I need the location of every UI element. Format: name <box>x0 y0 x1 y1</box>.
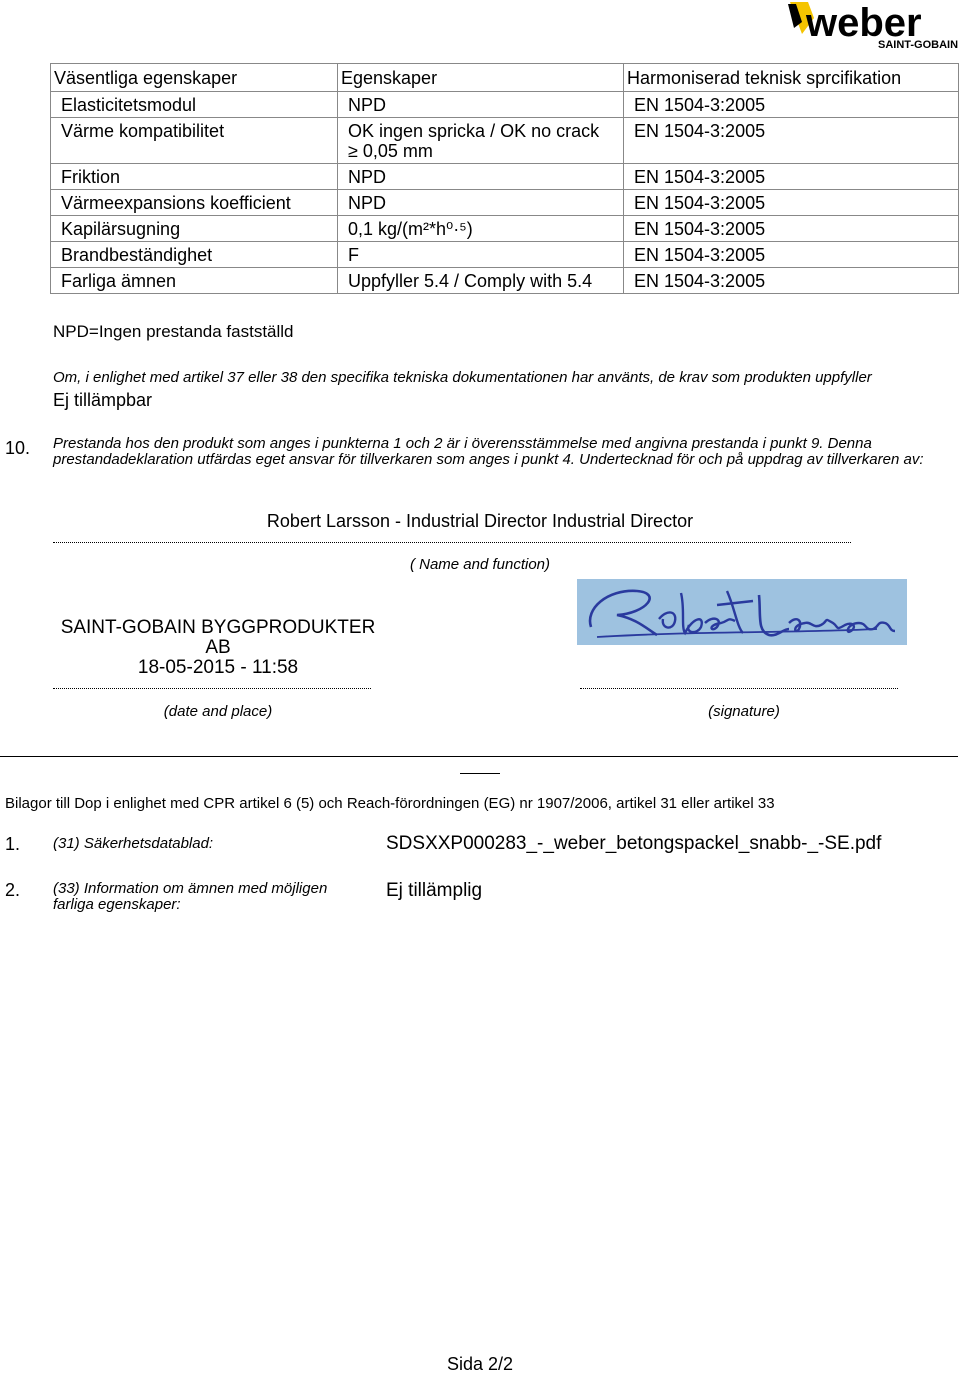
cell-characteristic: Brandbeständighet <box>51 242 338 268</box>
logo-sub-text: SAINT-GOBAIN <box>878 39 958 51</box>
table-row <box>51 118 959 164</box>
properties-table <box>50 63 959 294</box>
cell-spec: EN 1504-3:2005 <box>624 92 959 118</box>
company-name <box>53 618 383 678</box>
cell-performance: NPD <box>338 164 624 190</box>
section-10-text: Prestanda hos den produkt som anges i punkterna 1 och 2 är i överensstämmelse med angivna prestanda i punkt 9. Denna prestandadeklaration utfärdas eget ansvar för tillverkaren som anges i punkt 4. Undertecknad för och på uppdrag av tillverkaren av: <box>53 435 924 468</box>
attachment-1-label: (31) Säkerhetsdatablad: <box>53 835 214 852</box>
table-row <box>51 190 959 216</box>
cell-spec: EN 1504-3:2005 <box>624 242 959 268</box>
attachment-2-value: Ej tillämplig <box>386 880 483 901</box>
header-performance: Egenskaper <box>338 64 624 92</box>
cell-characteristic: Farliga ämnen <box>51 268 338 294</box>
signature-label: (signature) <box>708 703 780 720</box>
header-harmonised-spec: Harmoniserad teknisk sprcifikation <box>624 64 959 92</box>
logo-brand-text: weber <box>806 1 922 45</box>
cell-performance: 0,1 kg/(m²*h⁰·⁵) <box>338 216 624 242</box>
signer-name: Robert Larsson - Industrial Director Industrial Director <box>266 511 694 531</box>
divider-line <box>0 756 958 757</box>
om-value: Ej tillämpbar <box>53 390 153 410</box>
header-essential-characteristics: Väsentliga egenskaper <box>51 64 338 92</box>
signature-image <box>577 579 907 645</box>
cell-characteristic: Kapilärsugning <box>51 216 338 242</box>
cell-spec: EN 1504-3:2005 <box>624 216 959 242</box>
attachment-2-number: 2. <box>5 880 21 900</box>
cell-performance: NPD <box>338 190 624 216</box>
npd-note: NPD=Ingen prestanda fastställd <box>53 322 294 341</box>
weber-logo <box>786 0 958 52</box>
table-row <box>51 164 959 190</box>
page-number: Sida 2/2 <box>446 1354 514 1374</box>
table-row <box>51 216 959 242</box>
cell-characteristic: Elasticitetsmodul <box>51 92 338 118</box>
signature-dotted-line <box>580 688 898 689</box>
cell-characteristic: Värmeexpansions koefficient <box>51 190 338 216</box>
signature-date: 18-05-2015 - 11:58 <box>137 657 299 678</box>
table-row <box>51 242 959 268</box>
company-name-text: SAINT-GOBAIN BYGGPRODUKTER AB <box>60 617 376 658</box>
cell-spec: EN 1504-3:2005 <box>624 190 959 216</box>
cell-performance: Uppfyller 5.4 / Comply with 5.4 <box>338 268 624 294</box>
date-dotted-line <box>53 688 371 689</box>
cell-performance: NPD <box>338 92 624 118</box>
cell-performance: F <box>338 242 624 268</box>
om-statement: Om, i enlighet med artikel 37 eller 38 den specifika tekniska dokumentationen har använts, de krav som produkten uppfyller <box>53 369 872 386</box>
section-10-number: 10. <box>5 438 31 458</box>
attachment-2-label: (33) Information om ämnen med möjligen farliga egenskaper: <box>53 880 328 913</box>
attachments-heading: Bilagor till Dop i enlighet med CPR artikel 6 (5) och Reach-förordningen (EG) nr 1907/2006, artikel 31 eller artikel 33 <box>5 795 775 812</box>
cell-performance: OK ingen spricka / OK no crack ≥ 0,05 mm <box>338 118 624 164</box>
table-row <box>51 92 959 118</box>
short-divider-line <box>460 773 500 774</box>
name-function-label: ( Name and function) <box>409 556 551 573</box>
attachment-1-value: SDSXXP000283_-_weber_betongspackel_snabb-_-SE.pdf <box>386 833 882 854</box>
table-header-row <box>51 64 959 92</box>
date-place-label: (date and place) <box>163 703 273 720</box>
cell-characteristic: Friktion <box>51 164 338 190</box>
signer-dotted-line <box>53 542 851 543</box>
cell-spec: EN 1504-3:2005 <box>624 164 959 190</box>
table-row <box>51 268 959 294</box>
cell-characteristic: Värme kompatibilitet <box>51 118 338 164</box>
cell-spec: EN 1504-3:2005 <box>624 268 959 294</box>
attachment-1-number: 1. <box>5 834 21 854</box>
cell-spec: EN 1504-3:2005 <box>624 118 959 164</box>
